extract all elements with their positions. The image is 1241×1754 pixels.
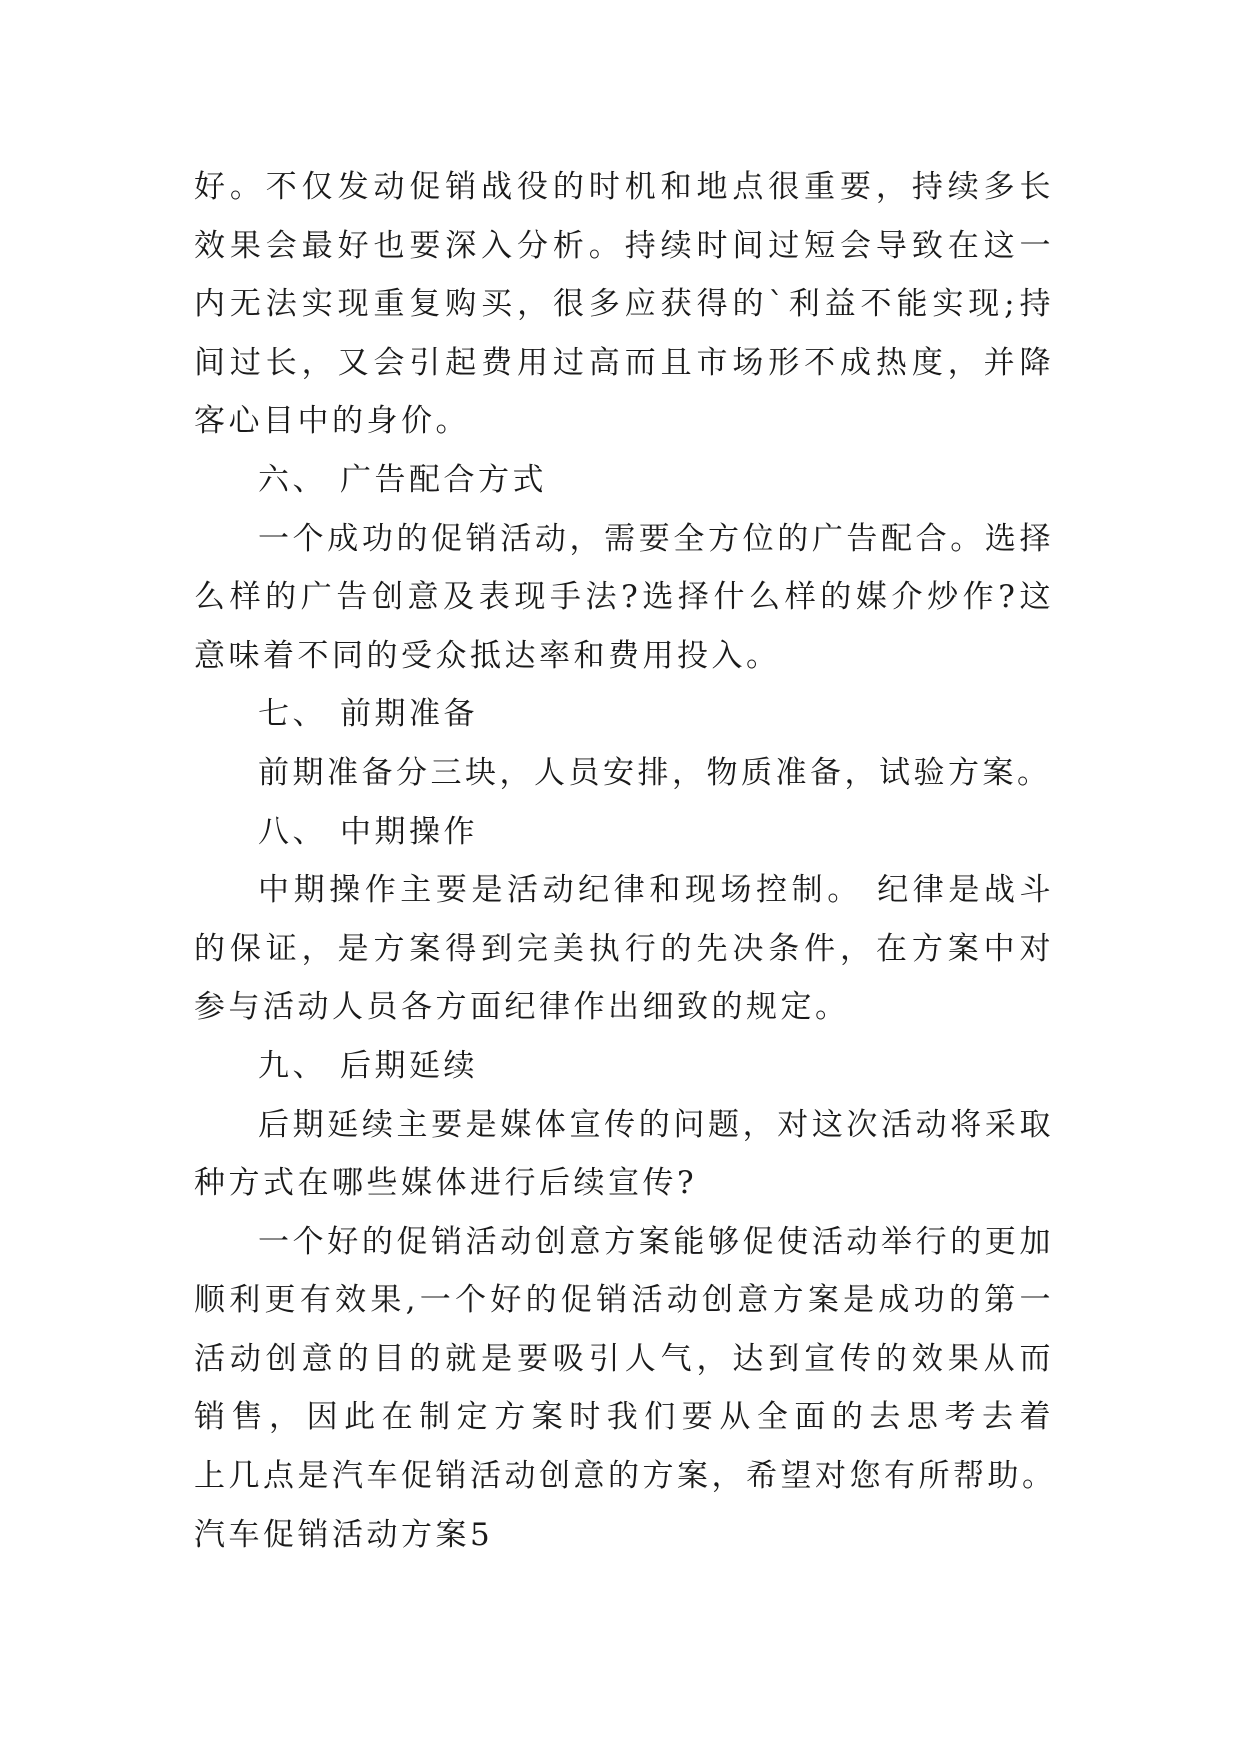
paragraph-line: 一个成功的促销活动，需要全方位的广告配合。选择 — [258, 520, 1054, 557]
paragraph-line: 一个好的促销活动创意方案能够促使活动举行的更加 — [258, 1223, 1054, 1260]
section-heading-7 — [194, 685, 1054, 744]
paragraph-line: 客心目中的身价。 — [194, 403, 470, 440]
paragraph-line: 中期操作主要是活动纪律和现场控制。 纪律是战斗 — [258, 872, 1054, 909]
paragraph-line: 内无法实现重复购买，很多应获得的`利益不能实现;持 — [194, 286, 1054, 323]
section-heading-8 — [194, 803, 1054, 862]
paragraph-line: 顺利更有效果,一个好的促销活动创意方案是成功的第一 — [194, 1282, 1054, 1319]
paragraph-line: 效果会最好也要深入分析。持续时间过短会导致在这一 — [194, 227, 1054, 264]
section-number: 七、 — [258, 696, 327, 733]
section-number: 九、 — [258, 1047, 327, 1084]
section-number: 六、 — [258, 461, 327, 498]
paragraph-line: 意味着不同的受众抵达率和费用投入。 — [194, 637, 781, 674]
next-section-title: 汽车促销活动方案5 — [194, 1516, 494, 1553]
section-title: 前期准备 — [340, 696, 478, 733]
section-heading-6 — [194, 451, 1054, 510]
paragraph-line: 前期准备分三块，人员安排，物质准备，试验方案。 — [258, 754, 1052, 791]
paragraph-line: 么样的广告创意及表现手法?选择什么样的媒介炒作?这 — [194, 579, 1054, 616]
section-number: 八、 — [258, 813, 327, 850]
paragraph-line: 参与活动人员各方面纪律作出细致的规定。 — [194, 989, 850, 1026]
paragraph-line: 的保证，是方案得到完美执行的先决条件，在方案中对 — [194, 930, 1054, 967]
section-heading-9 — [194, 1037, 1054, 1096]
paragraph-line: 后期延续主要是媒体宣传的问题，对这次活动将采取 — [258, 1106, 1054, 1143]
paragraph-line: 好。不仅发动促销战役的时机和地点很重要，持续多长 — [194, 169, 1054, 205]
section-title: 广告配合方式 — [340, 461, 547, 498]
section-title: 后期延续 — [340, 1047, 478, 1084]
section-title: 中期操作 — [340, 813, 478, 850]
paragraph-line: 活动创意的目的就是要吸引人气，达到宣传的效果从而 — [194, 1340, 1054, 1377]
paragraph-line: 销售，因此在制定方案时我们要从全面的去思考去着 — [194, 1399, 1054, 1436]
paragraph-line: 间过长，又会引起费用过高而且市场形不成热度，并降 — [194, 344, 1054, 381]
paragraph-line: 种方式在哪些媒体进行后续宣传? — [194, 1165, 698, 1202]
document-body — [194, 158, 1057, 1564]
paragraph-line: 上几点是汽车促销活动创意的方案，希望对您有所帮助。 — [194, 1458, 1057, 1495]
